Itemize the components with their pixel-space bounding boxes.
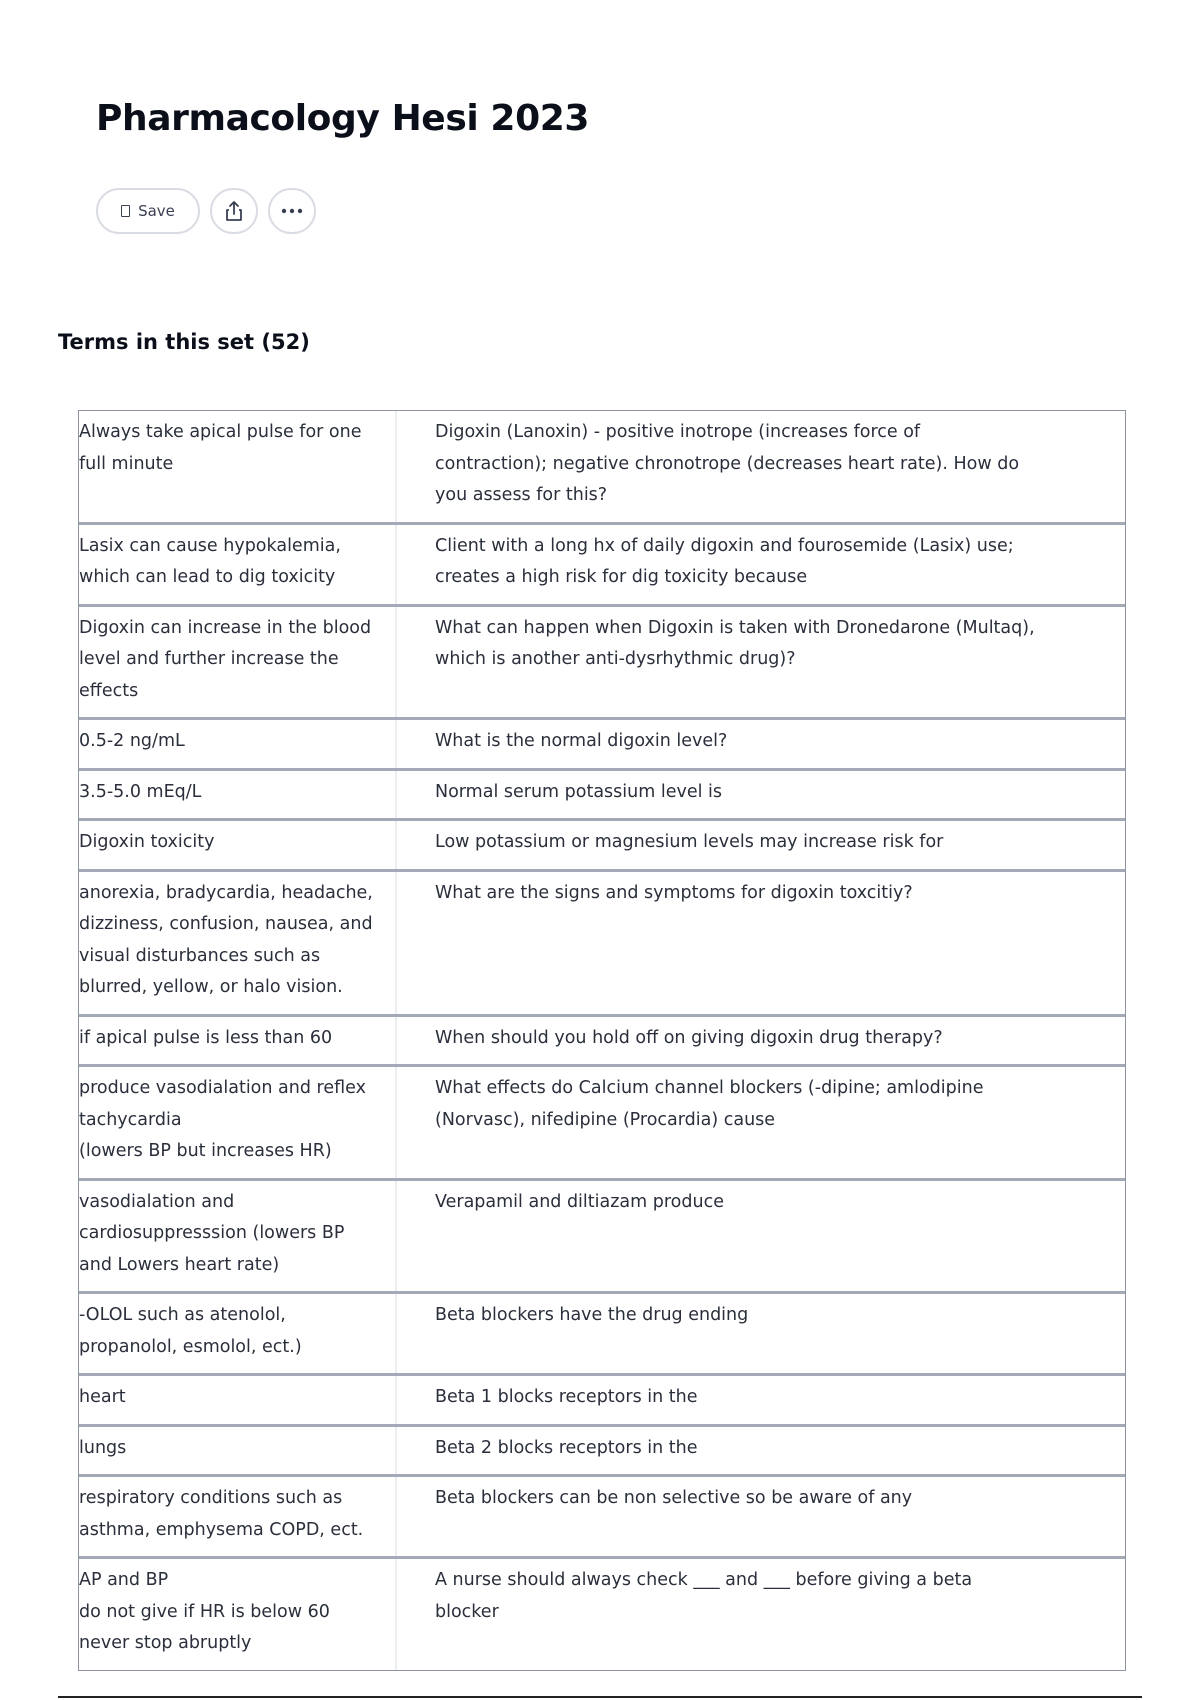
definition-text: When should you hold off on giving digoxin drug therapy? bbox=[435, 1027, 943, 1048]
term-row[interactable] bbox=[79, 1477, 1125, 1559]
term-row[interactable] bbox=[79, 872, 1125, 1017]
save-button[interactable] bbox=[96, 188, 200, 234]
term-text: Always take apical pulse for one full minute bbox=[79, 411, 397, 522]
term-row[interactable] bbox=[79, 1017, 1125, 1068]
term-row[interactable] bbox=[79, 1559, 1125, 1670]
term-text: lungs bbox=[79, 1427, 397, 1475]
definition-text: Verapamil and diltiazam produce bbox=[435, 1191, 724, 1212]
term-row[interactable] bbox=[79, 1181, 1125, 1295]
term-text: produce vasodialation and reflex tachycardia (lowers BP but increases HR) bbox=[79, 1067, 397, 1178]
page-title: Pharmacology Hesi 2023 bbox=[96, 98, 590, 139]
terms-table bbox=[78, 410, 1126, 1671]
term-text: respiratory conditions such as asthma, emphysema COPD, ect. bbox=[79, 1477, 397, 1556]
share-icon bbox=[224, 200, 244, 222]
definition-text: What are the signs and symptoms for digoxin toxcitiy? bbox=[435, 882, 913, 903]
term-row[interactable] bbox=[79, 411, 1125, 525]
definition-text: Beta 2 blocks receptors in the bbox=[435, 1437, 698, 1458]
definition-text: What effects do Calcium channel blockers (-dipine; amlodipine (Norvasc), nifedipine (Procardia) cause bbox=[435, 1078, 984, 1130]
bookmark-icon bbox=[121, 205, 130, 217]
definition-text: Digoxin (Lanoxin) - positive inotrope (increases force of contraction); negative chronotrope (decreases heart rate). How do you assess for this? bbox=[435, 422, 1020, 505]
term-row[interactable] bbox=[79, 1067, 1125, 1181]
term-text: Lasix can cause hypokalemia, which can lead to dig toxicity bbox=[79, 525, 397, 604]
term-text: 0.5-2 ng/mL bbox=[79, 720, 397, 768]
terms-heading: Terms in this set (52) bbox=[58, 330, 310, 354]
term-row[interactable] bbox=[79, 1427, 1125, 1478]
definition-text: Beta 1 blocks receptors in the bbox=[435, 1387, 698, 1407]
footer-divider bbox=[58, 1696, 1142, 1698]
term-row[interactable] bbox=[79, 771, 1125, 822]
term-text: anorexia, bradycardia, headache, dizziness, confusion, nausea, and visual disturbances such as blurred, yellow, or halo vision. bbox=[79, 872, 397, 1014]
term-text: vasodialation and cardiosuppresssion (lowers BP and Lowers heart rate) bbox=[79, 1181, 397, 1292]
term-row[interactable] bbox=[79, 720, 1125, 771]
term-row[interactable] bbox=[79, 607, 1125, 721]
term-text: AP and BP do not give if HR is below 60 never stop abruptly bbox=[79, 1559, 397, 1670]
definition-text: A nurse should always check ___ and ___ before giving a beta blocker bbox=[435, 1570, 973, 1622]
definition-text: Beta blockers have the drug ending bbox=[435, 1305, 749, 1325]
term-row[interactable] bbox=[79, 1294, 1125, 1376]
definition-text: Beta blockers can be non selective so be aware of any bbox=[435, 1488, 913, 1508]
definition-text: What can happen when Digoxin is taken with Dronedarone (Multaq), which is another anti-dysrhythmic drug)? bbox=[435, 617, 1035, 669]
term-text: if apical pulse is less than 60 bbox=[79, 1017, 397, 1065]
more-options-button[interactable] bbox=[268, 188, 316, 234]
term-text: -OLOL such as atenolol, propanolol, esmolol, ect.) bbox=[79, 1294, 397, 1373]
definition-text: Low potassium or magnesium levels may increase risk for bbox=[435, 832, 944, 852]
share-button[interactable] bbox=[210, 188, 258, 234]
term-row[interactable] bbox=[79, 821, 1125, 872]
action-bar bbox=[96, 188, 316, 234]
term-text: Digoxin can increase in the blood level and further increase the effects bbox=[79, 607, 397, 718]
definition-text: Client with a long hx of daily digoxin and fourosemide (Lasix) use; creates a high risk for dig toxicity because bbox=[435, 535, 1014, 587]
definition-text: Normal serum potassium level is bbox=[435, 781, 723, 802]
term-text: Digoxin toxicity bbox=[79, 821, 397, 869]
term-row[interactable] bbox=[79, 1376, 1125, 1427]
term-text: 3.5-5.0 mEq/L bbox=[79, 771, 397, 819]
save-label: Save bbox=[138, 202, 175, 220]
more-icon bbox=[281, 208, 303, 214]
term-text: heart bbox=[79, 1376, 397, 1424]
term-row[interactable] bbox=[79, 525, 1125, 607]
definition-text: What is the normal digoxin level? bbox=[435, 731, 728, 751]
